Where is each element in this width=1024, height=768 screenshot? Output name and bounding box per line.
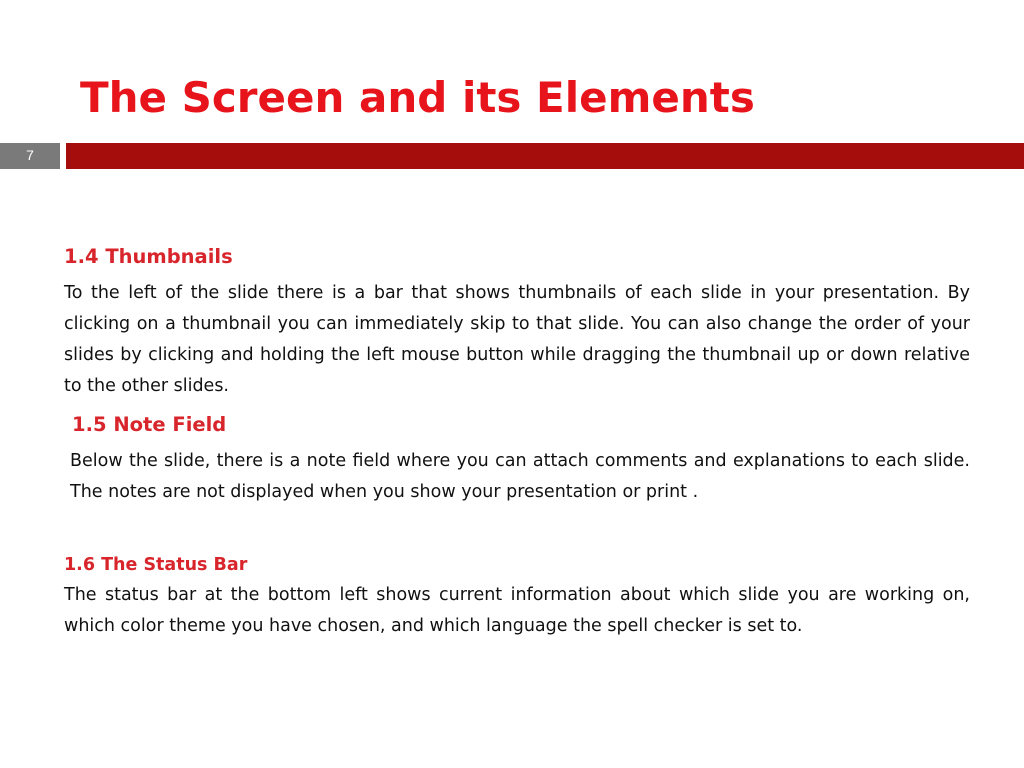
slide-page-number: 7	[0, 143, 60, 169]
section-body-status-bar: The status bar at the bottom left shows current information about which slide you are working on, which color theme you have chosen, and which language the spell checker is set to.	[64, 585, 970, 636]
title-divider-bar	[66, 143, 1024, 169]
section-heading-thumbnails: 1.4 Thumbnails	[64, 245, 233, 268]
slide-content	[64, 240, 970, 642]
section-heading-status-bar: 1.6 The Status Bar	[64, 555, 248, 575]
section-body-thumbnails: To the left of the slide there is a bar that shows thumbnails of each slide in your presentation. By clicking on a thumbnail you can immediately skip to that slide. You can also change the order of your slides by clicking and holding the left mouse button while dragging the thumbnail up or down relative to the other slides.	[64, 283, 970, 396]
section-body-note-field: Below the slide, there is a note field where you can attach comments and explanations to each slide. The notes are not displayed when you show your presentation or print .	[70, 451, 970, 502]
section-heading-note-field: 1.5 Note Field	[72, 413, 227, 436]
slide-title: The Screen and its Elements	[80, 73, 755, 122]
